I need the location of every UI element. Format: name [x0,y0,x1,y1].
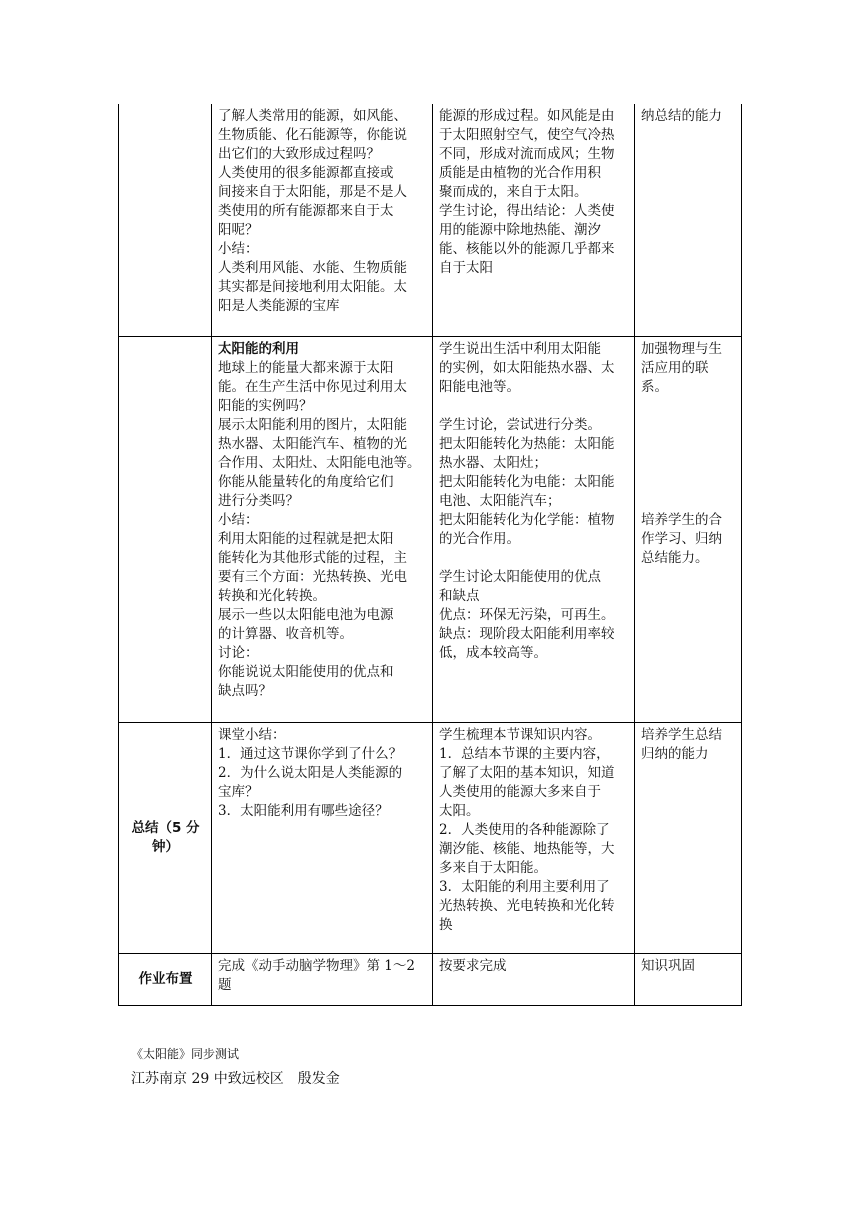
table-row [119,953,742,1005]
table-row [119,722,742,953]
table-row [119,104,742,336]
teacher-activity-cell: 课堂小结： 1．通过这节课你学到了什么？ 2．为什么说太阳是人类能源的 宝库？ 3．太阳能利用有哪些途径？ [212,722,433,953]
student-activity-cell: 学生说出生活中利用太阳能 的实例，如太阳能热水器、太 阳能电池等。 学生讨论，尝试进行分类。 把太阳能转化为热能：太阳能 热水器、太阳灶； 把太阳能转化为电能：太阳能 电池、太阳能汽车； 把太阳能转化为化学能：植物 的光合作用。 学生讨论太阳能使用的优点 和缺点 优点：环保无污染，可再生。 缺点：现阶段太阳能利用率较 低，成本较高等。 [433,336,635,722]
test-title: 《太阳能》同步测试 [131,1047,240,1061]
teacher-activity-cell: 了解人类常用的能源，如风能、 生物质能、化石能源等，你能说 出它们的大致形成过程吗？ 人类使用的很多能源都直接或 间接来自于太阳能，那是不是人 类使用的所有能源都来自于太 阳呢？ 小结： 人类利用风能、水能、生物质能 其实都是间接地利用太阳能。太 阳是人类能源的宝库 [212,104,433,336]
design-intent-cell: 知识巩固 [635,953,742,1005]
lesson-plan-table [118,104,742,1006]
section-heading: 太阳能的利用 [218,340,299,357]
student-activity-cell: 按要求完成 [433,953,635,1005]
author-line: 江苏南京 29 中致远校区 殷发金 [131,1071,340,1087]
teacher-activity-cell: 太阳能的利用 地球上的能量大都来源于太阳 能。在生产生活中你见过利用太 阳能的实例吗？ 展示太阳能利用的图片，太阳能 热水器、太阳能汽车、植物的光 合作用、太阳灶、太阳能电池等。 你能从能量转化的角度给它们 进行分类吗？ 小结： 利用太阳能的过程就是把太阳 能转化为其他形式能的过程，主 要有三个方面：光热转换、光电 转换和光化转换。 展示一些以太阳能电池为电源 的计算器、收音机等。 讨论： 你能说说太阳能使用的优点和 缺点吗？ [212,336,433,722]
student-activity-cell: 能源的形成过程。如风能是由 于太阳照射空气，使空气冷热 不同，形成对流而成风；生物 质能是由植物的光合作用积 聚而成的，来自于太阳。 学生讨论，得出结论：人类使 用的能源中除地热能、潮汐 能、核能以外的能源几乎都来 自于太阳 [433,104,635,336]
stage-cell: 作业布置 [119,953,212,1005]
table-row [119,336,742,722]
teacher-activity-cell: 完成《动手动脑学物理》第 1～2 题 [212,953,433,1005]
stage-cell: 总结（5 分钟） [119,722,212,953]
design-intent-cell: 加强物理与生 活应用的联 系。 培养学生的合 作学习、归纳 总结能力。 [635,336,742,722]
design-intent-cell: 纳总结的能力 [635,104,742,336]
stage-cell [119,336,212,722]
design-intent-cell: 培养学生总结 归纳的能力 [635,722,742,953]
stage-cell [119,104,212,336]
student-activity-cell: 学生梳理本节课知识内容。 1．总结本节课的主要内容， 了解了太阳的基本知识，知道 人类使用的能源大多来自于 太阳。 2．人类使用的各种能源除了 潮汐能、核能、地热能等，大 多来自于太阳能。 3．太阳能的利用主要利用了 光热转换、光电转换和光化转 换 [433,722,635,953]
